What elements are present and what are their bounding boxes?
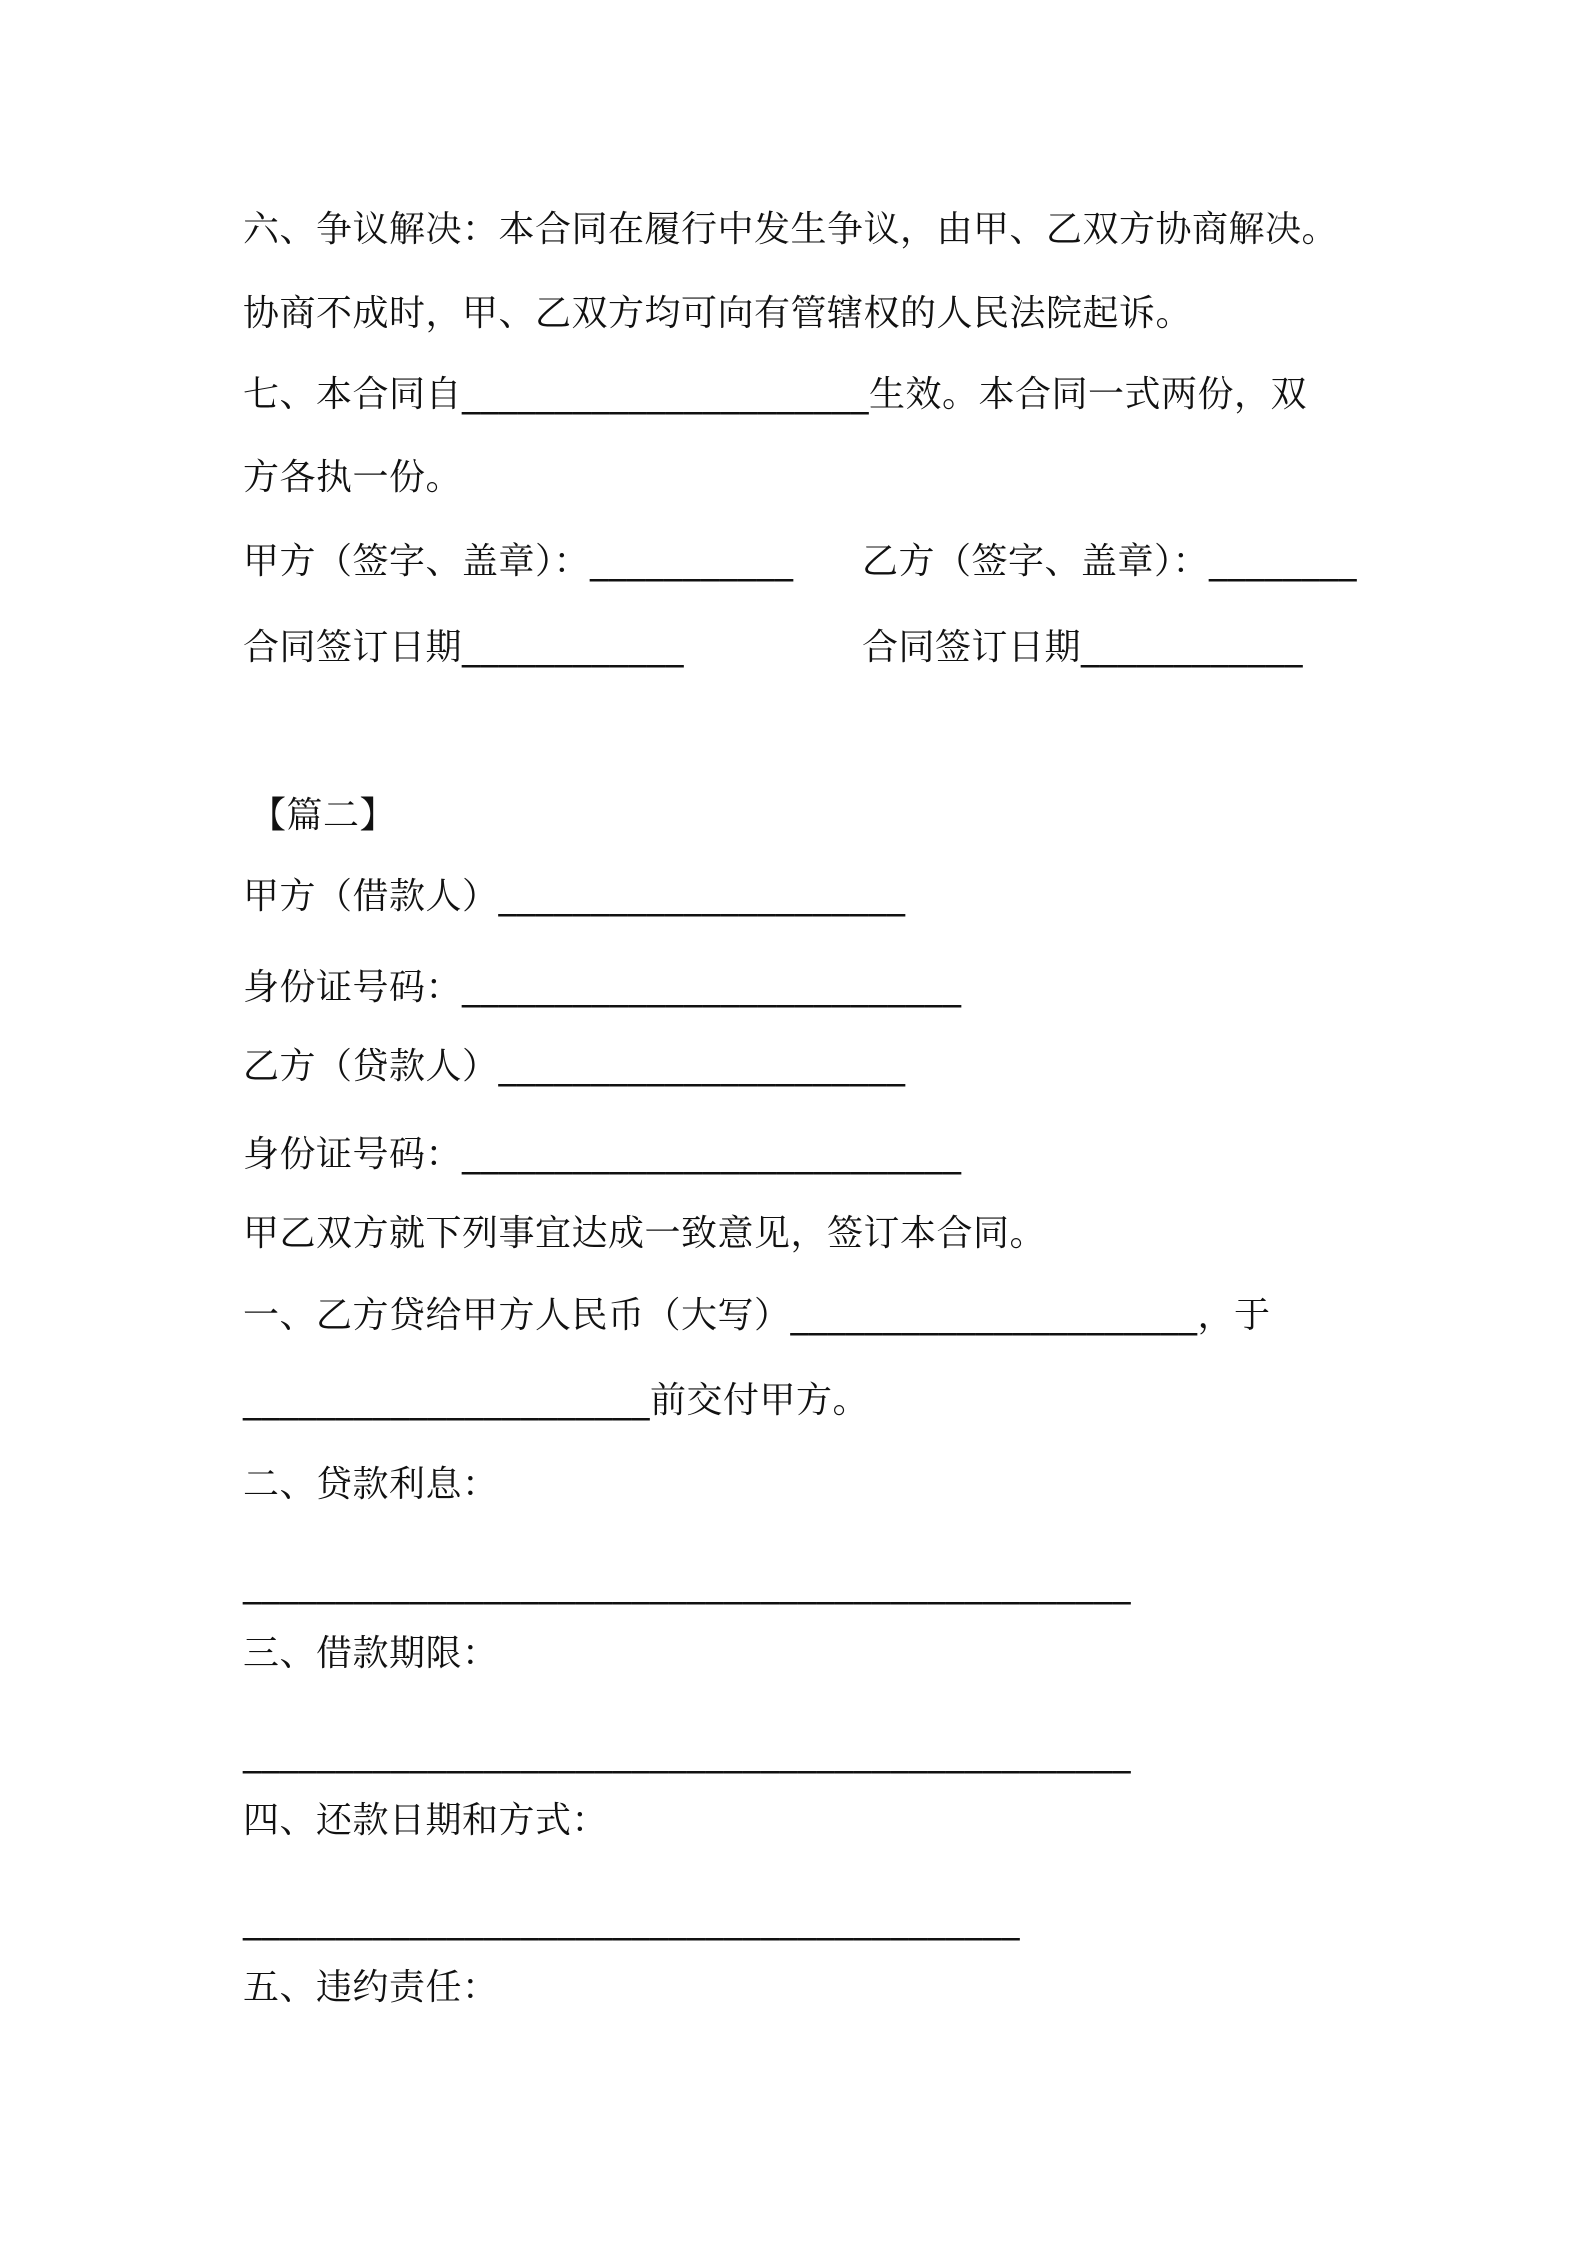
clause4-blank-line: __________________________________________ [243,1900,1020,1941]
party-b-sign-date: 合同签订日期____________ [862,627,1304,668]
clause2-loan-interest: 二、贷款利息： [243,1464,499,1505]
party-b-signature: 乙方（签字、盖章）：________ [862,541,1358,582]
lender-field: 乙方（贷款人）______________________ [243,1046,906,1087]
clause1-line1: 一、乙方贷给甲方人民币（大写）______________________，于 [243,1295,1271,1336]
party-a-signature: 甲方（签字、盖章）：___________ [243,541,794,582]
lender-id-field: 身份证号码：___________________________ [243,1134,962,1175]
agreement-statement: 甲乙双方就下列事宜达成一致意见，签订本合同。 [243,1213,1047,1254]
clause2-blank-line: ________________________________________________ [243,1564,1131,1605]
clause3-loan-term: 三、借款期限： [243,1633,499,1674]
section6-line2: 协商不成时，甲、乙双方均可向有管辖权的人民法院起诉。 [243,293,1193,334]
clause1-line2: ______________________前交付甲方。 [243,1380,870,1421]
clause3-blank-line: ________________________________________________ [243,1733,1131,1774]
party-a-sign-date: 合同签订日期____________ [243,627,685,668]
section7-line1: 七、本合同自______________________生效。本合同一式两份，双 [243,374,1308,415]
clause5-liability: 五、违约责任： [243,1967,499,2008]
borrower-id-field: 身份证号码：___________________________ [243,967,962,1008]
clause4-repayment: 四、还款日期和方式： [243,1800,609,1841]
section6-line1: 六、争议解决：本合同在履行中发生争议，由甲、乙双方协商解决。 [243,209,1339,250]
borrower-field: 甲方（借款人）______________________ [243,876,906,917]
part2-heading: 【篇二】 [250,795,397,836]
section7-line2: 方各执一份。 [243,457,463,498]
